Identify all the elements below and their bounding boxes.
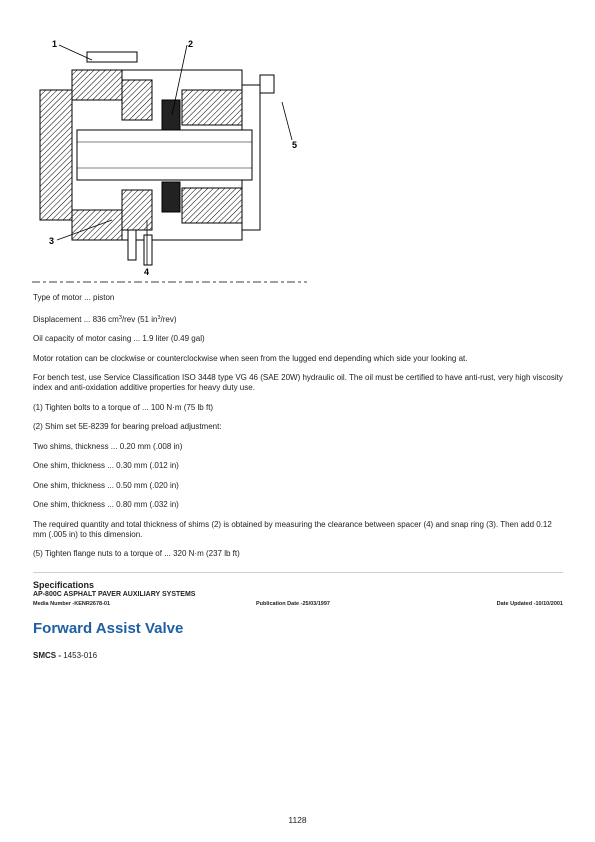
bearing-bottom [162, 182, 180, 212]
rotation-note: Motor rotation can be clockwise or counterclockwise when seen from the lugged end depending which side your looking at. [33, 353, 468, 363]
callout-3: 3 [49, 236, 55, 246]
shim-two: Two shims, thickness ... 0.20 mm (.008 in) [33, 441, 183, 451]
callout-1: 1 [52, 39, 58, 49]
bolt-torque-note: (1) Tighten bolts to a torque of ... 100 N·m (75 lb ft) [33, 402, 214, 412]
end-cap [40, 90, 72, 220]
date-updated: Date Updated -10/10/2001 [496, 601, 563, 607]
shim-080: One shim, thickness ... 0.80 mm (.032 in) [33, 500, 179, 509]
callout-5: 5 [292, 140, 298, 150]
smcs-value: 1453-016 [63, 651, 98, 660]
specifications-header [33, 572, 563, 610]
hydraulic-motor-cross-section-illustration [32, 30, 312, 290]
section-title: Forward Assist Valve [33, 620, 184, 637]
metadata-row [33, 601, 563, 610]
specifications-heading: Specifications [33, 580, 95, 590]
flange-nut [260, 75, 274, 93]
flange-torque-note: (5) Tighten flange nuts to a torque of ... 320 N·m (237 lb ft) [33, 549, 240, 558]
motor-type: Type of motor ... piston [33, 293, 115, 302]
displacement: Displacement ... 836 $cm^3$/rev (51 $in^3/rev$) [33, 314, 177, 324]
callout-2: 2 [188, 39, 194, 49]
document-title: AP-800C ASPHALT PAVER AUXILIARY SYSTEMS [33, 591, 196, 598]
specification-text [33, 293, 563, 569]
bearing-top [162, 100, 180, 130]
smcs-label: SMCS - [33, 651, 64, 660]
oil-capacity: Oil capacity of motor casing ... 1.9 liter (0.49 gal) [33, 334, 205, 343]
bench-test-note: For bench test, use Service Classification ISO 3448 type VG 46 (SAE 20W) hydraulic oil. The oil must be certified to have anti-rust, very high viscosity index and anti-oxidation additive properties for heavy duty use. [33, 373, 563, 392]
shim-050: One shim, thickness ... 0.50 mm (.020 in) [33, 480, 179, 490]
shim-required-note: The required quantity and total thickness of shims (2) is obtained by measuring the clearance between spacer (4) and snap ring (3). Then add 0.12 mm (.005 in) to this dimension. [33, 519, 552, 539]
bolt [87, 52, 137, 62]
media-number: Media Number -KENR2678-01 [33, 601, 111, 607]
motor-drawing [32, 30, 312, 290]
shaft [77, 130, 252, 180]
callout-4: 4 [144, 267, 150, 277]
page-number: 1128 [288, 815, 307, 825]
publication-date: Publication Date -25/03/1997 [256, 601, 330, 607]
shim-030: One shim, thickness ... 0.30 mm (.012 in) [33, 461, 179, 470]
shim-set-note: (2) Shim set 5E-8239 for bearing preload adjustment: [33, 422, 222, 431]
smcs-code [33, 651, 97, 660]
